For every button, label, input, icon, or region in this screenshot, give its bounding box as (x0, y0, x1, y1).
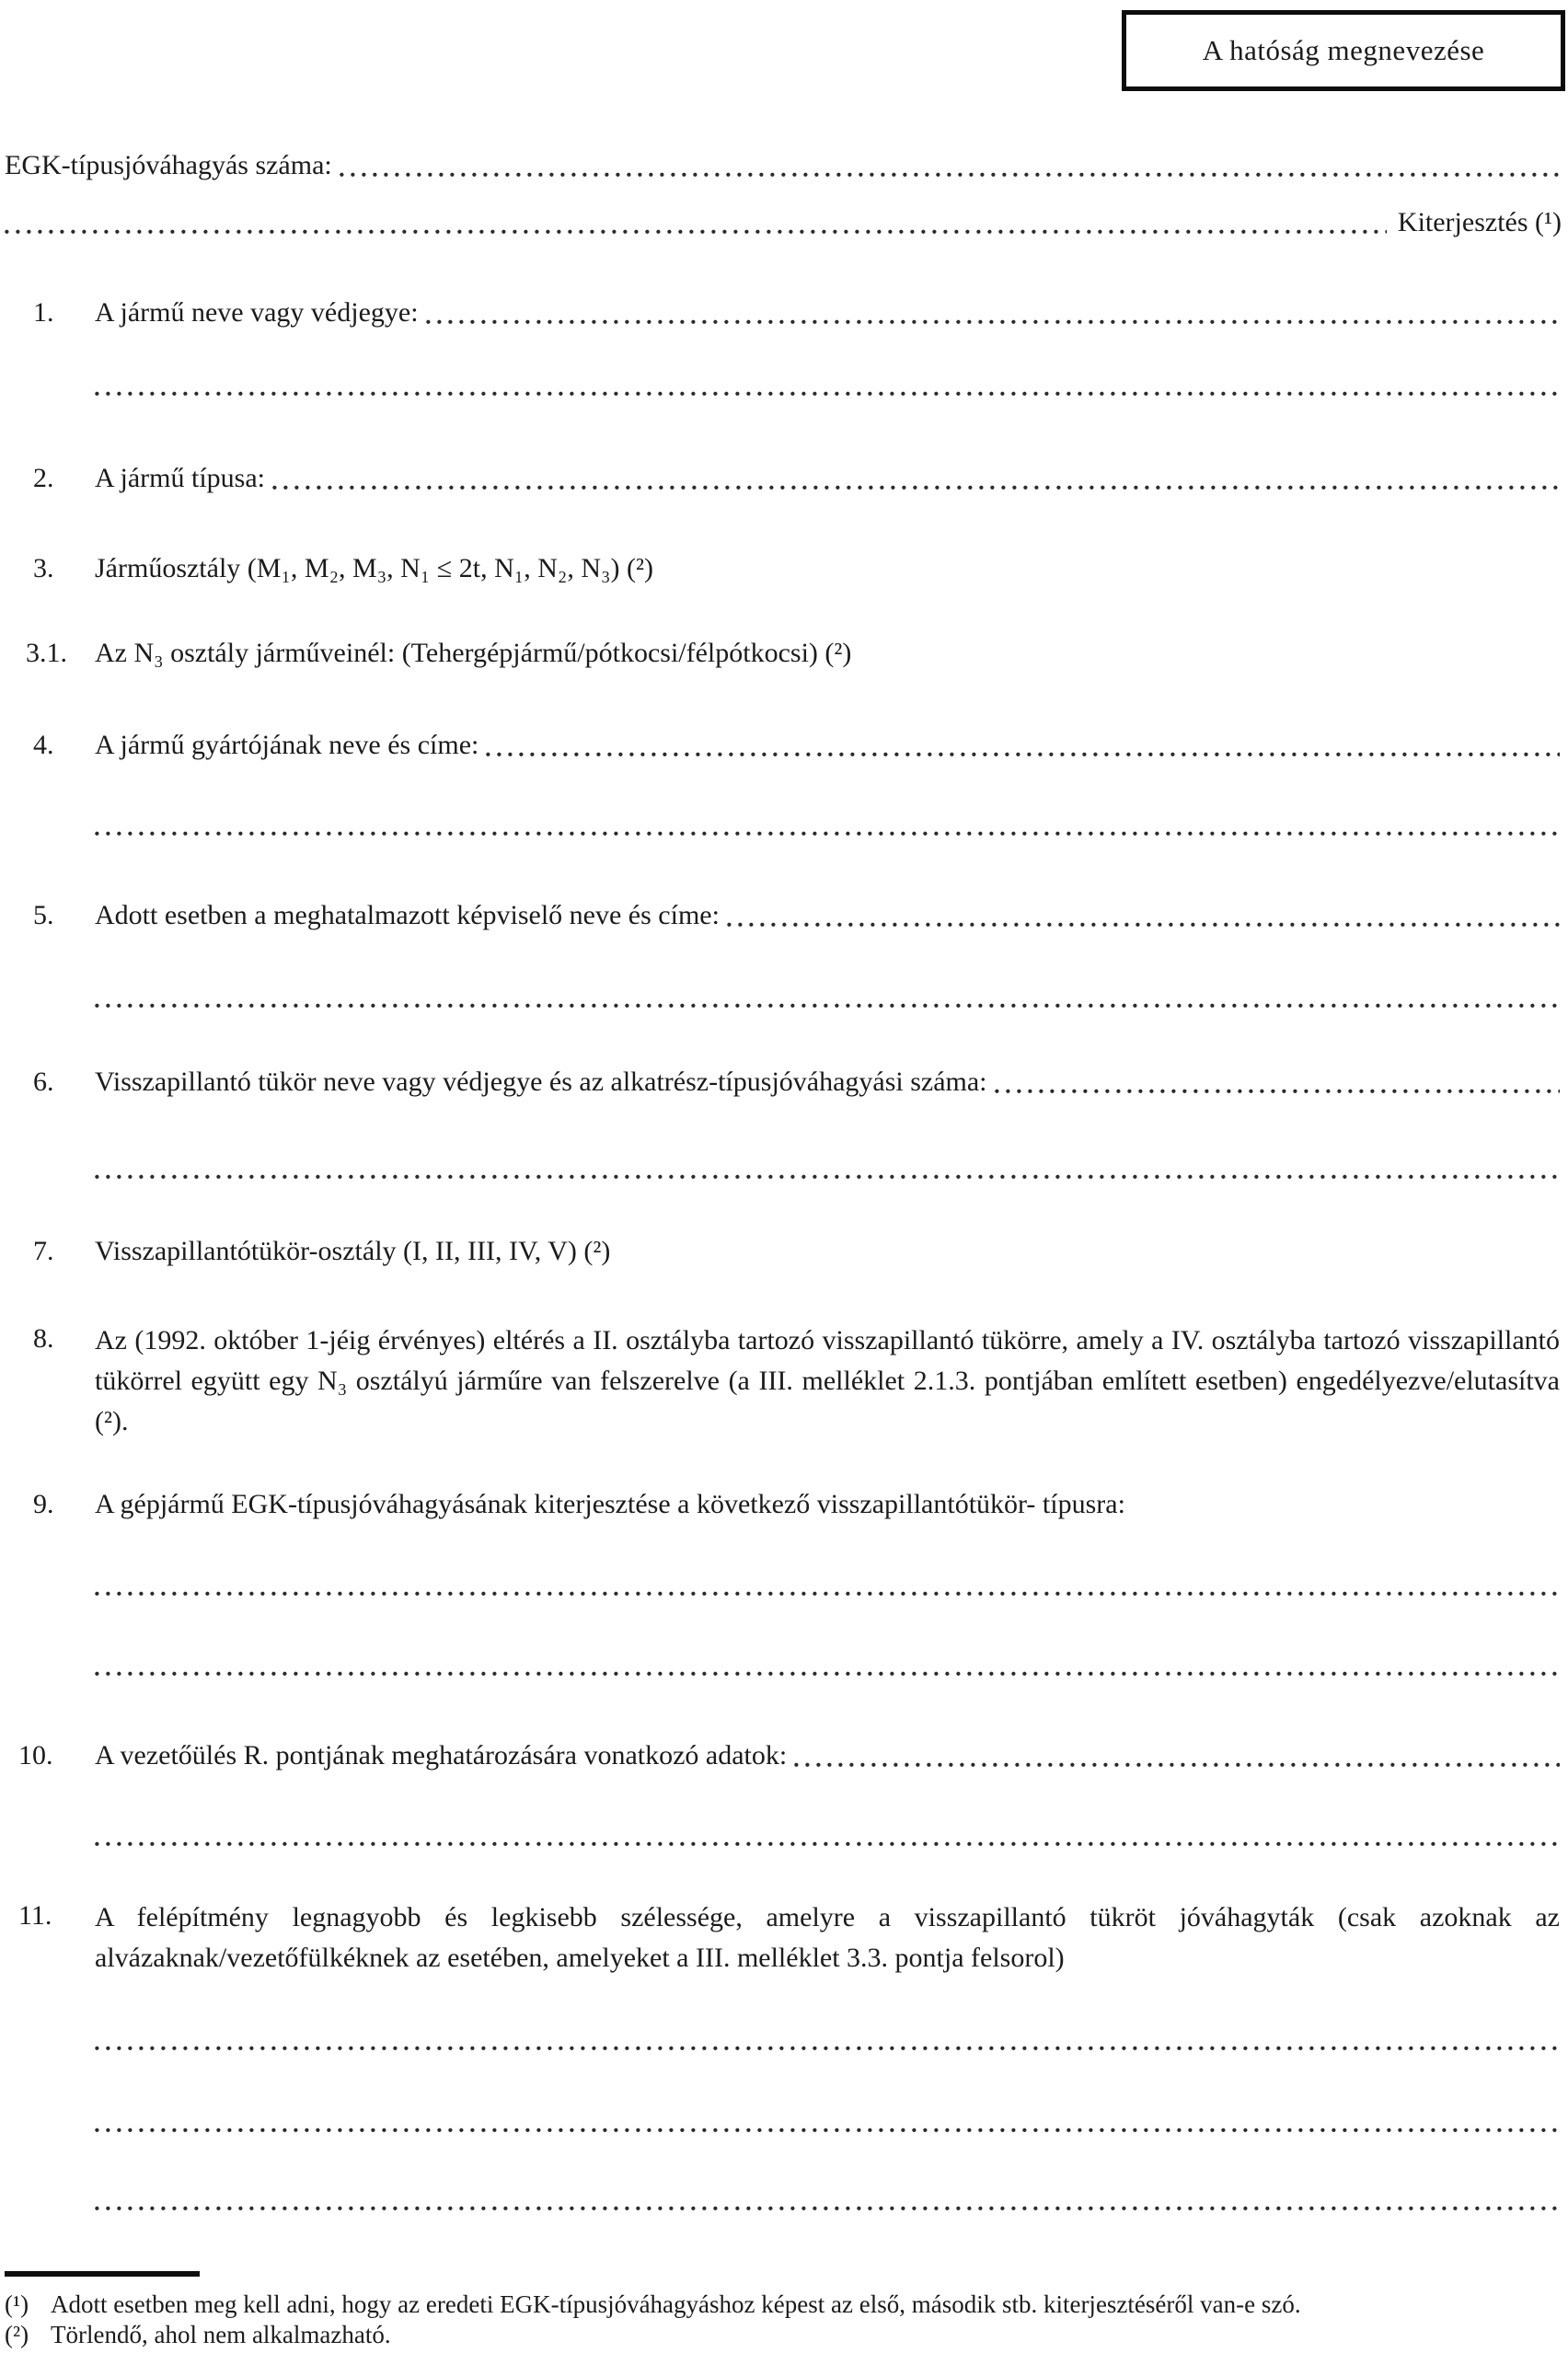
dotted-fill-line (95, 1174, 1560, 1180)
item-3 (0, 550, 1562, 587)
item-10 (0, 1737, 1562, 1774)
item-number: 10. (18, 1740, 53, 1771)
footnote-marker: (¹) (5, 2290, 29, 2318)
item-label: Visszapillantótükör-osztály (I, II, III, IV, V) (²) (95, 1236, 611, 1266)
dotted-fill-line (340, 172, 1560, 178)
dotted-fill-line (95, 391, 1560, 397)
dotted-fill-line (95, 1841, 1560, 1847)
item-4 (0, 727, 1562, 764)
item-number: 6. (33, 1067, 54, 1097)
footnote-text: Törlendő, ahol nem alkalmazható. (51, 2321, 391, 2348)
item-number: 3.1. (26, 638, 67, 668)
authority-box-label: A hatóság megnevezése (1202, 34, 1485, 66)
dotted-fill-line (95, 831, 1560, 836)
item-label: A vezetőülés R. pontjának meghatározására vonatkozó adatok: (95, 1740, 788, 1771)
item-number: 9. (33, 1489, 54, 1519)
item-label: A jármű gyártójának neve és címe: (95, 730, 479, 760)
item-label: Járműosztály (M₁, M₂, M₃, N₁ ≤ 2t, N₁, N₂, N₃) (²) (95, 553, 653, 583)
item-number: 11. (18, 1900, 52, 1931)
item-number: 4. (33, 730, 54, 760)
dotted-fill-line (426, 319, 1560, 325)
dotted-fill-line (727, 922, 1560, 928)
item-3-1 (0, 635, 1562, 672)
item-number: 2. (33, 463, 54, 493)
item-label: Az N₃ osztály járműveinél: (Tehergépjármű/pótkocsi/félpótkocsi) (²) (95, 638, 852, 668)
item-number: 1. (33, 297, 54, 328)
item-1 (0, 294, 1562, 331)
item-number: 3. (33, 553, 54, 583)
item-label: A gépjármű EGK-típusjóváhagyásának kiterjesztése a következő visszapillantótükör- típusra: (95, 1489, 1125, 1519)
footnote-1 (5, 2290, 1557, 2320)
dotted-fill-line (272, 485, 1560, 490)
footnote-text: Adott esetben meg kell adni, hogy az eredeti EGK-típusjóváhagyáshoz képest az első, második stb. kiterjesztéséről van-e szó. (51, 2290, 1301, 2318)
item-paragraph: A felépítmény legnagyobb és legkisebb szélessége, amelyre a visszapillantó tükröt jóváhagyták (csak azoknak az alvázaknak/vezetőfülkéknek az esetében, amelyeket a III. melléklet 3.3. pontja felsorol) (95, 1902, 1560, 1973)
item-2 (0, 460, 1562, 497)
dotted-fill-line (95, 1003, 1560, 1009)
item-number: 5. (33, 900, 54, 930)
item-number: 8. (33, 1323, 54, 1354)
item-label: A jármű típusa: (95, 463, 265, 493)
item-5 (0, 897, 1562, 934)
item-6 (0, 1064, 1562, 1101)
dotted-fill-line (95, 2206, 1560, 2211)
item-8 (0, 1321, 1562, 1442)
item-number: 7. (33, 1236, 54, 1266)
item-label: Adott esetben a meghatalmazott képviselő neve és címe: (95, 900, 720, 930)
dotted-fill-line (95, 1671, 1560, 1677)
footnote-marker: (²) (5, 2321, 29, 2348)
item-11 (0, 1897, 1562, 1978)
approval-number-label: EGK-típusjóváhagyás száma: (5, 150, 332, 180)
item-paragraph: Az (1992. október 1-jéig érvényes) eltérés a II. osztályba tartozó visszapillantó tükörre, amely a IV. osztályba tartozó visszapillantó tükörrel együtt egy N₃ osztályú járműre van felszerelve (a III. melléklet 2.1.3. pontjában említett esetben) engedélyezve/elutasítva (²). (95, 1325, 1560, 1436)
dotted-fill-line (95, 2128, 1560, 2133)
item-7 (0, 1233, 1562, 1270)
dotted-fill-line (95, 2046, 1560, 2051)
extension-label: Kiterjesztés (¹) (1397, 207, 1562, 237)
field-extension (0, 204, 1562, 241)
footnote-separator-rule (5, 2271, 200, 2277)
field-approval-number (0, 147, 1562, 184)
dotted-fill-line (95, 1591, 1560, 1597)
dotted-fill-line (794, 1762, 1560, 1768)
item-label: A jármű neve vagy védjegye: (95, 297, 419, 328)
authority-name-box (1122, 10, 1565, 91)
item-9 (0, 1486, 1562, 1523)
footnote-2 (5, 2320, 1557, 2350)
item-label: Visszapillantó tükör neve vagy védjegye és az alkatrész-típusjóváhagyási száma: (95, 1067, 987, 1097)
dotted-fill-line (5, 229, 1387, 235)
dotted-fill-line (486, 752, 1560, 757)
dotted-fill-line (995, 1089, 1560, 1094)
